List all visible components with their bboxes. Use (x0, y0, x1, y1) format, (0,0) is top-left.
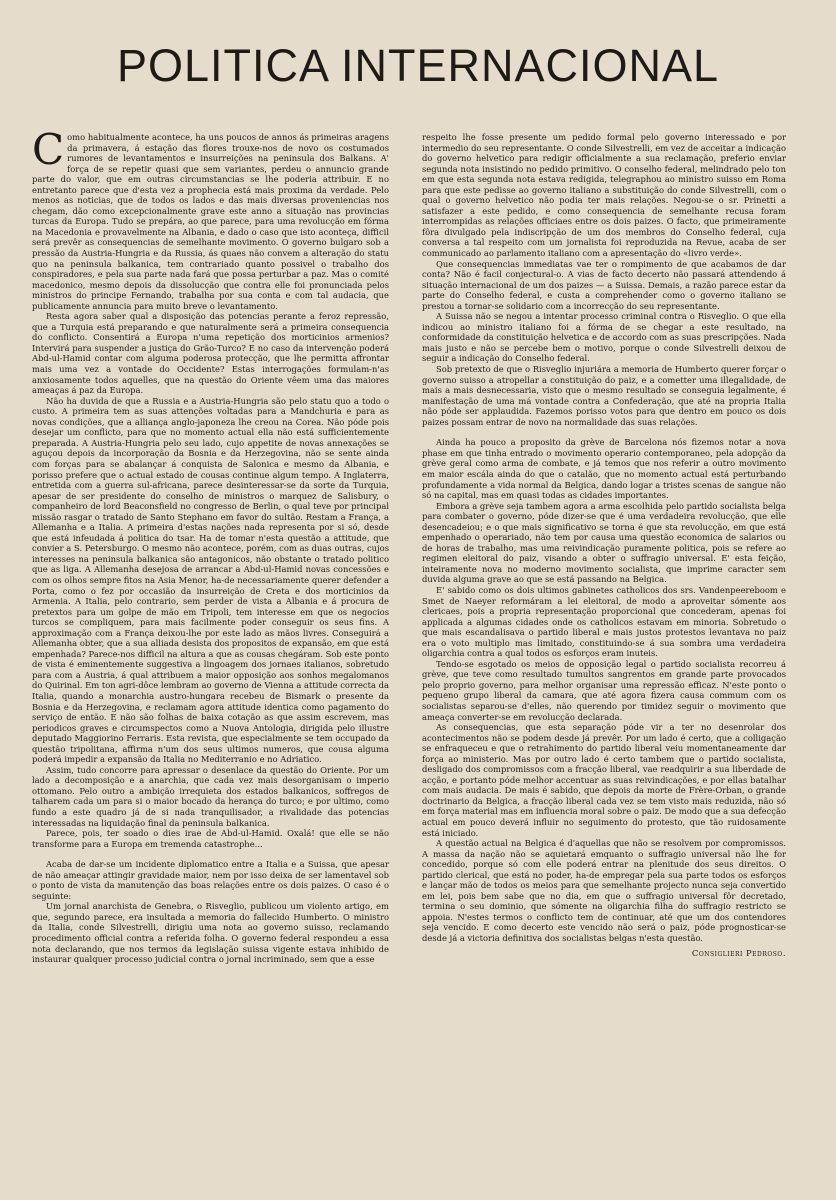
paragraph: Acaba de dar-se um incidente diplomatico entre a Italia e a Suissa, que apesar de não ameaçar attingir gravidade maior, nem por isso deixa de ser lamentavel sob o ponto de vista da manutenção das boas relações entre os dois paizes. O caso é o seguinte: (32, 859, 389, 901)
paragraph: Parece, pois, ter soado o dies irae de Abd-ul-Hamid. Oxalá! que elle se não transforme para a Europa em tremenda catastrophe... (32, 828, 389, 849)
paragraph: A Suissa não se negou a intentar processo criminal contra o Risveglio. O que ella indicou ao ministro italiano foi a fórma de se chegar a este resultado, na conformidade da constituição helvetica e de accordo com as suas prescripções. Nada mais justo e não se percebe bem o motivo, porque o conde Silvestrelli deixou de seguir a indicação do Conselho federal. (422, 311, 786, 364)
article-title: POLITICA INTERNACIONAL (116, 40, 720, 91)
paragraph: Assim, tudo concorre para apressar o desenlace da questão do Oriente. Por um lado a decomposição e a anarchia, que cada vez mais desorganisam o imperio ottomano. Pelo outro a ambição irrequieta dos estados balkanicos, soffregos de talharem cada um para si o maior bocado da herança do turco; e por ultimo, como fundo a este quadro já de si nada tranquilisador, a rivalidade das potencias interessadas na liquidação final da peninsula balkanica. (32, 764, 389, 828)
paragraph: Que consequencias immediatas vae ter o rompimento de que acabamos de dar conta? Não é facil conjectural-o. A vias de facto decerto não passará attendendo á situação internacional de um dos paizes — a Suissa. Demais, a razão parece estar da parte do Conselho federal, e custa a comprehender como o governo italiano se prestou a tornar-se solidario com a incorrecção do seu representante. (422, 258, 786, 311)
paragraph: E' sabido como os dois ultimos gabinetes catholicos dos srs. Vandenpeereboom e Smet de Naeyer reformáram a lei eleitoral, de modo a aproveitar sómente aos clericaes, pois a propria representação proporcional que concederam, apenas foi applicada a algumas cidades onde os catholicos estavam em minoria. Sobretudo o que mais escandalisava o partido liberal e mais justos protestos levantava no paiz era o voto multiplo mas limitado, constituindo-se á sua sombra uma verdadeira oligarchia contra a qual todos os esforços eram inuteis. (422, 584, 786, 659)
paragraph: Embora a grève seja tambem agora a arma escolhida pelo partido socialista belga para combater o governo, póde dizer-se que é uma verdadeira revolucção, que elle desencadeiou; e o que mais significativo se torna é que sta revolucção, em que está empenhado o operariado, não tem por causa uma questão economica de salarios ou de horas de trabalho, mas uma reivindicação puramente politica, pois se refere ao regimen eleitoral do paiz, visando a obter o suffragio universal. E' esta feição, inteiramente nova no moderno movimento socialista, que imprime caracter sem duvida alguma grave ao que se está passando na Belgica. (422, 500, 786, 585)
paragraph: Ainda ha pouco a proposito da grève de Barcelona nós fizemos notar a nova phase em que tinha entrado o movimento operario contemporaneo, pela adopção da grève geral como arma de combate, e já temos que nos referir a outro movimento em maior escála ainda do que o catalão, que no momento actual está perturbando profundamente a vida normal da Belgica, dando logar a tristes scenas de sangue não só na capital, mas em quasi todas as cidades importantes. (422, 437, 786, 501)
left-column (32, 125, 389, 965)
author-signature: Consiglieri Pedroso. (691, 947, 786, 958)
paragraph: Tendo-se esgotado os meios de opposição legal o partido socialista recorreu á grève, que teve como resultado tumultos sangrentos em grande parte provocados pelo proprio governo, para melhor organisar uma repressão efficaz. N'este ponto o pequeno grupo liberal da camara, que até agora fizera causa commum com os socialistas separou-se d'elles, não querendo por timidez seguir o movimento que ameaça converter-se em revolucção declarada. (422, 658, 786, 722)
paragraph: Como habitualmente acontece, ha uns poucos de annos ás primeiras aragens da primavera, á estação das flores trouxe-nos de novo os costumados rumores de levantamentos e insurreições na peninsula dos Balkans. A' força de se repetir quasi que sem variantes, perdeu o annuncio grande parte do valor, que em outras circumstancias se lhe poderia attribuir. E no entretanto parece que d'esta vez a prophecia está mais proxima da verdade. Pelo menos as noticias, que de todos os lados e das mais diversas proveniencias nos chegam, dão como excepcionalmente grave este anno a situação nas provincias turcas da Europa. Tudo se prepára, ao que parece, para uma revolucção em fórma na Macedonia e provavelmente na Albania, e dado o caso que isto aconteça, difficil será prevêr as consequencias de semelhante movimento. O governo bulgaro sob a pressão da Austria-Hungria e da Russia, ás quaes não convem a alteração do statu quo na peninsula balkanica, tem contrariado quanto possivel o trabalho dos conspiradores, e pela sua parte nada fará que possa perturbar a paz. Mas o comité macedonico, mesmo depois da dissolucção que contra elle foi pronunciada pelos ministros do principe Fernando, trabalha por sua conta e com tal audacia, que publicamente annuncia para muito breve o levantamento. (32, 125, 389, 311)
paragraph: Um jornal anarchista de Genebra, o Risveglio, publicou um violento artigo, em que, segundo parece, era insultada a memoria do fallecido Humberto. O ministro da Italia, conde Silvestrelli, dirigiu uma nota ao governo suisso, reclamando procedimento official contra a referida folha. O governo federal respondeu a essa nota declarando, que nos termos da legislação suissa vigente estava inhibido de instaurar qualquer processo judicial contra o jornal incriminado, sem que a esse (32, 901, 389, 965)
paragraph: Resta agora saber qual a disposição das potencias perante a feroz repressão, que a Turquia está preparando e que naturalmente será a primeira consequencia do conflicto. Consentirá a Europa n'uma repetição dos morticinios armenios? Intervirá para suspender a justiça do Grão-Turco? E no caso da intervenção poderá Abd-ul-Hamid contar com alguma poderosa protecção, que lhe permitta affrontar mais uma vez a vontade do Occidente? Estas interrogações formulam-n'as anxiosamente todos aquelles, que na questão do Oriente vêem uma das maiores ameaças á paz da Europa. (32, 311, 389, 396)
paragraph: Sob pretexto de que o Risveglio injuriára a memoria de Humberto querer forçar o governo suisso a atropellar a constituição do paiz, e a cometter uma illegalidade, de mais a mais desnecessaria, visto que o mesmo resultado se conseguia legalmente, é manifestação de uma má vontade contra a Confederação, que até na propria Italia não póde ser applaudida. Fazemos porisso votos para que dentro em pouco os dois paizes possam entrar de novo na normalidade das suas relações. (422, 364, 786, 427)
paragraph: As consequencias, que esta separação póde vir a ter no desenrolar dos acontecimentos não se podem desde já prevêr. Por um lado é certo, que a colligação se enfraqueceu e que o retrahimento do partido liberal veiu momentaneamente dar força ao ministerio. Mas por outro lado é certo tambem que o partido socialista, desligado dos compromissos com a fracção liberal, vae readquirir a sua liberdade de acção, e portanto póde melhor accentuar as suas reivindicações, e por ellas batalhar com mais audacia. De mais é sabido, que depois da morte de Frère-Orban, o grande doctrinario da Belgica, a fracção liberal cada vez se tem visto mais reduzida, não só em força material mas em influencia moral sobre o paiz. De modo que a sua defecção actual em pouco deverá influir no seguimento do protesto, que tão ruidosamente está iniciado. (422, 722, 786, 838)
paragraph: A questão actual na Belgica é d'aquellas que não se resolvem por compromissos. A massa da nação não se aquietará emquanto o suffragio universal não lhe for concedido, porque só com elle poderá entrar na plenitude dos seus direitos. O partido clerical, que está no poder, ha-de empregar pela sua parte todos os esforços e lançar mão de todos os meios para que semelhante projecto nunca seja convertido em lei, pois bem sabe que no dia, em que o suffragio universal fôr decretado, termina o seu dominio, que sómente na oligarchia filha do suffragio restricto se appoia. N'estes termos o conflicto tem de continuar, até que um dos contendores seja vencido. E como decerto este vencido não será o paiz, póde prognosticar-se desde já a victoria definitiva dos socialistas belgas n'esta questão. (422, 838, 786, 944)
paragraph: respeito lhe fosse presente um pedido formal pelo governo interessado e por intermedio do seu representante. O conde Silvestrelli, em vez de acceitar a indicação do governo helvetico para redigir officialmente a sua reclamação, preferio enviar segunda nota insistindo no pedido primitivo. O conselho federal, melindrado pelo ton em que esta segunda nota estava redigida, telegraphou ao ministro suisso em Roma para que este pedisse ao governo italiano a substituição do conde Silvestrelli, com o qual o governo helvetico não podia ter mais relações. Negou-se o sr. Prinetti a satisfazer a este pedido, e como consequencia de semelhante recusa foram interrompidas as relações officiaes entre os dois paizes. O facto, que primeiramente fôra divulgado pela indiscripção de um dos membros do Conselho federal, cuja conversa a tal respeito com um jornalista foi reproduzida na Revue, acaba de ser communicado ao parlamento italiano com a apresentação do «livro verde». (422, 132, 786, 259)
paragraph: Não ha duvida de que a Russia e a Austria-Hungria são pelo statu quo a todo o custo. A primeira tem as suas attenções voltadas para a Mandchuria e para as novas condições, que a alliança anglo-japoneza lhe creou na Corea. Não póde pois desejar um conflicto, para que no momento actual ella não está sufficientemente preparada. A Austria-Hungria pelo seu lado, cujo appetite de novas annexações se aguçou depois da incorporação da Bosnia e da Herzegovina, não se sente ainda com forças para se abalançar á conquista de Salonica e mesmo da Albania, e porisso prefere que o actual estado de cousas continue algum tempo. A Inglaterra, entretida com a guerra sul-africana, parece desinteressar-se da sorte da Turquia, apesar de ser presidente do conselho de ministros o marquez de Salisbury, o companheiro de lord Beaconsfield no congresso de Berlin, o qual teve por principal missão rasgar o tratado de Santo Stephano em favor do sultão. Restam a França, a Allemanha e a Italia. A primeira d'estas nações nada representa por si só, desde que está infeudada á politica do tsar. Ha de tomar n'esta questão a attitude, que convier a S. Petersburgo. O mesmo não acontece, porém, com as duas outras, cujos interesses na peninsula balkanica são antagonicos, não obstante o tratado politico que as liga. A Allemanha desejosa de arrancar a Abd-ul-Hamid novas concessões e com os olhos sempre fitos na Asia Menor, ha-de necessariamente querer defender a Porta, como o fez por occasião da insurreição de Creta e dos morticinios da Armenia. A Italia, pelo contrario, sem perder de vista a Albania e á procura de pretextos para um golpe de mão em Tripoli, tem interesse em que os negocios turcos se compliquem, para mais facilmente poder conseguir os seus fins. A approximação com a França deixou-lhe por este lado as mãos livres. Conseguirá a Allemanha obter, que a sua alliada desista dos propositos de expansão, em que está empenhada? Parece-nos difficil na altura a que as cousas chegáram. Sob este ponto de vista é eminentemente suggestiva a lingoagem dos jornaes italianos, sobretudo para com a Austria, á qual attribuem a maior opposição aos sonhos megalomanos do Quirinal. Em ton agri-dôce lembram ao governo de Vienna a attitude correcta da Italia, quando a monarchia austro-hungara recebeu de Bismark o presente da Bosnia e da Herzegovina, e reclamam agora attitude identica como pagamento do serviço de então. E não são folhas de baixa cotação as que assim escrevem, mas periodicos graves e circumspectos como a Nuova Antologia, dirigida pelo illustre deputado Maggiorino Ferraris. Esta revista, que especialmente se tem occupado da questão tripolitana, affirma n'um dos seus ultimos numeros, que cousa alguma poderá impedir a expansão da Italia no Mediterranio e no Adriatico. (32, 395, 389, 765)
drop-cap: C (32, 125, 65, 174)
right-column (422, 132, 786, 958)
